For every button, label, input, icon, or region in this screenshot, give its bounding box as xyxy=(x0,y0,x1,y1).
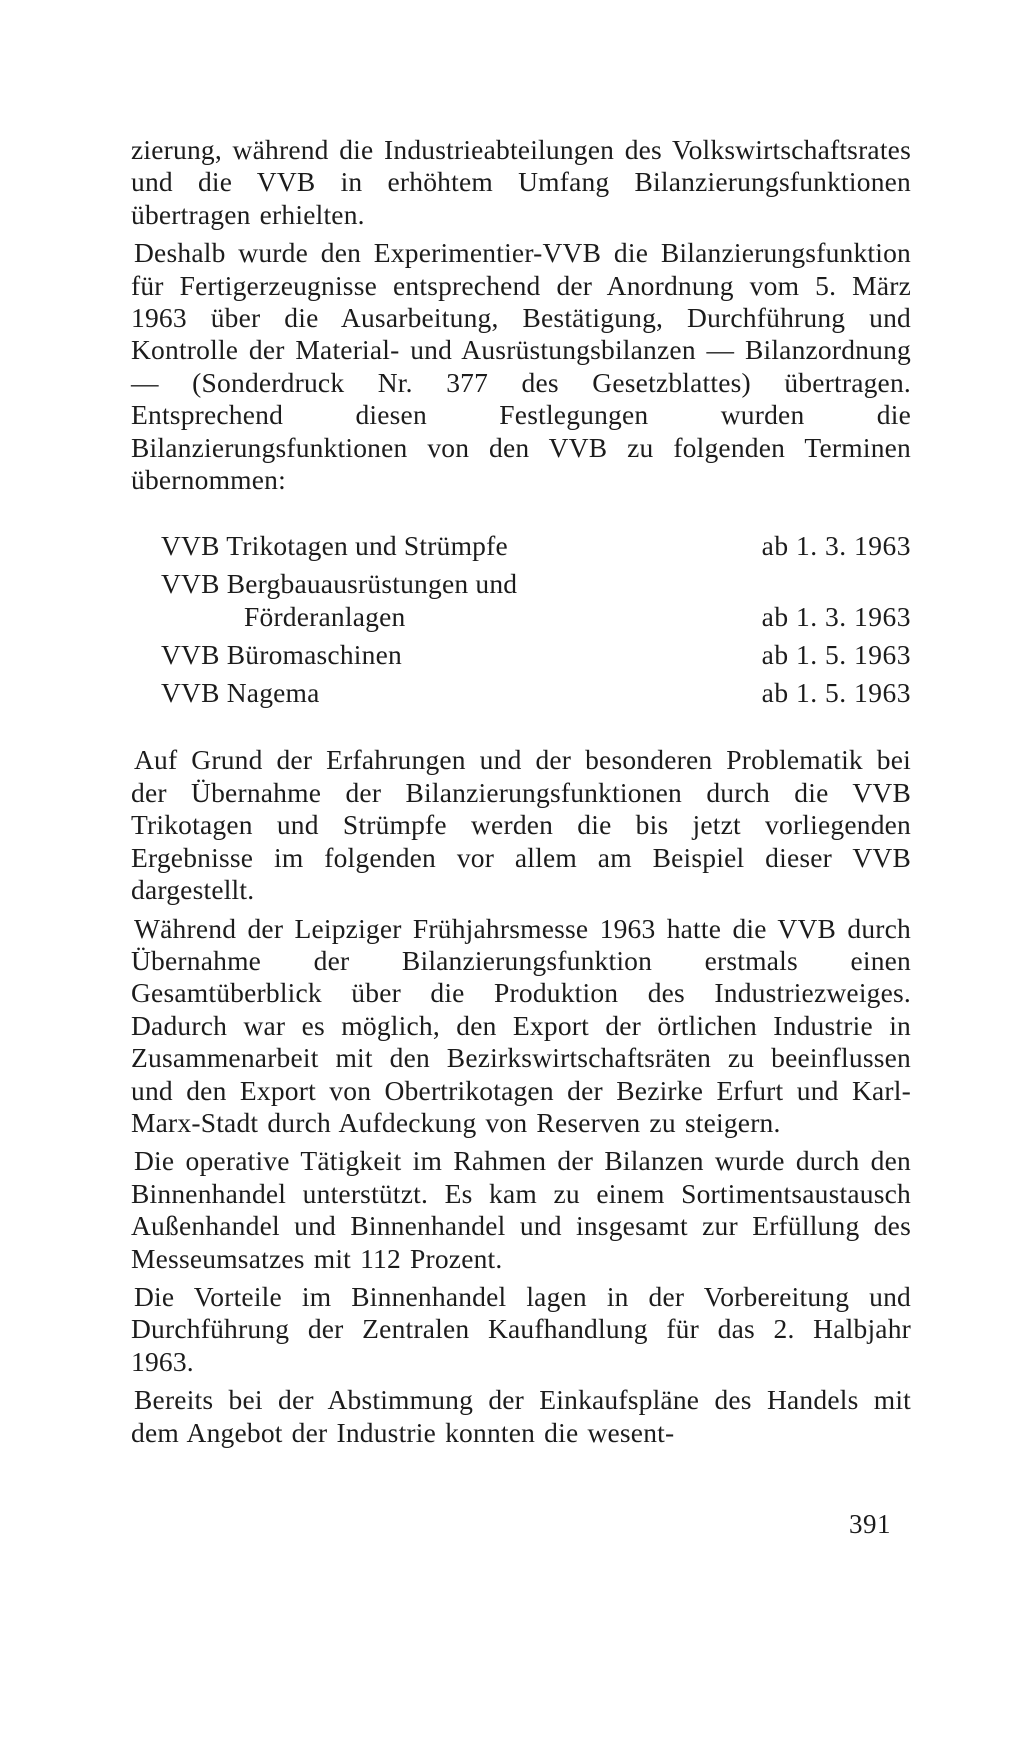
list-item-label: VVB Büromaschinen xyxy=(161,639,402,671)
list-item-label: VVB Bergbauausrüstungen und Förderanlagen xyxy=(161,568,518,633)
list-item-label: VVB Nagema xyxy=(161,677,320,709)
list-item xyxy=(161,638,911,671)
list-item-label: VVB Trikotagen und Strümpfe xyxy=(161,530,508,562)
list-item xyxy=(161,567,911,633)
paragraph: Bereits bei der Abstimmung der Einkaufspläne des Handels mit dem Angebot der Industrie konnten die wesent- xyxy=(131,1384,911,1448)
paragraph: Die Vorteile im Binnenhandel lagen in der Vorbereitung und Durchführung der Zentralen Kaufhandlung für das 2. Halbjahr 1963. xyxy=(131,1280,911,1377)
paragraph: Auf Grund der Erfahrungen und der besonderen Problematik bei der Übernahme der Bilanzierungsfunktionen durch die VVB Trikotagen und Strümpfe werden die bis jetzt vorliegenden Ergebnisse im folgenden vor allem am Beispiel dieser VVB dargestellt. xyxy=(131,744,911,906)
paragraph-continued: zierung, während die Industrieabteilungen des Volkswirtschaftsrates und die VVB in erhöhtem Umfang Bilanzierungsfunktionen übertragen erhielten. xyxy=(131,134,911,230)
paragraph: Deshalb wurde den Experimentier-VVB die Bilanzierungsfunktion für Fertigerzeugnisse entsprechend der Anordnung vom 5. März 1963 über die Ausarbeitung, Bestätigung, Durchführung und Kontrolle der Material- und Ausrüstungsbilanzen — Bilanzordnung — (Sonderdruck Nr. 377 des Gesetzblattes) übertragen. Entsprechend diesen Festlegungen wurden die Bilanzierungsfunktionen von den VVB zu folgenden Terminen übernommen: xyxy=(131,237,911,496)
list-item-date: ab 1. 5. 1963 xyxy=(761,677,911,709)
paragraph: Während der Leipziger Frühjahrsmesse 1963 hatte die VVB durch Übernahme der Bilanzierungsfunktion erstmals einen Gesamtüberblick über die Produktion des Industriezweiges. Dadurch war es möglich, den Export der örtlichen Industrie in Zusammenarbeit mit den Bezirkswirtschaftsräten zu beeinflussen und den Export von Obertrikotagen der Bezirke Erfurt und Karl-Marx-Stadt durch Aufdeckung von Reserven zu steigern. xyxy=(131,912,911,1138)
list-item-date: ab 1. 3. 1963 xyxy=(761,530,911,562)
body-text xyxy=(131,134,911,1455)
paragraph: Die operative Tätigkeit im Rahmen der Bilanzen wurde durch den Binnenhandel unterstützt. Es kam zu einem Sortimentsaustausch Außenhandel und Binnenhandel und insgesamt zur Erfüllung des Messeumsatzes mit 112 Prozent. xyxy=(131,1145,911,1274)
list-item-date: ab 1. 3. 1963 xyxy=(761,601,911,633)
list-item-date: ab 1. 5. 1963 xyxy=(761,639,911,671)
list-item xyxy=(161,529,911,562)
page-number: 391 xyxy=(849,1509,891,1539)
list-item xyxy=(161,676,911,709)
transfer-dates-list xyxy=(161,529,911,709)
